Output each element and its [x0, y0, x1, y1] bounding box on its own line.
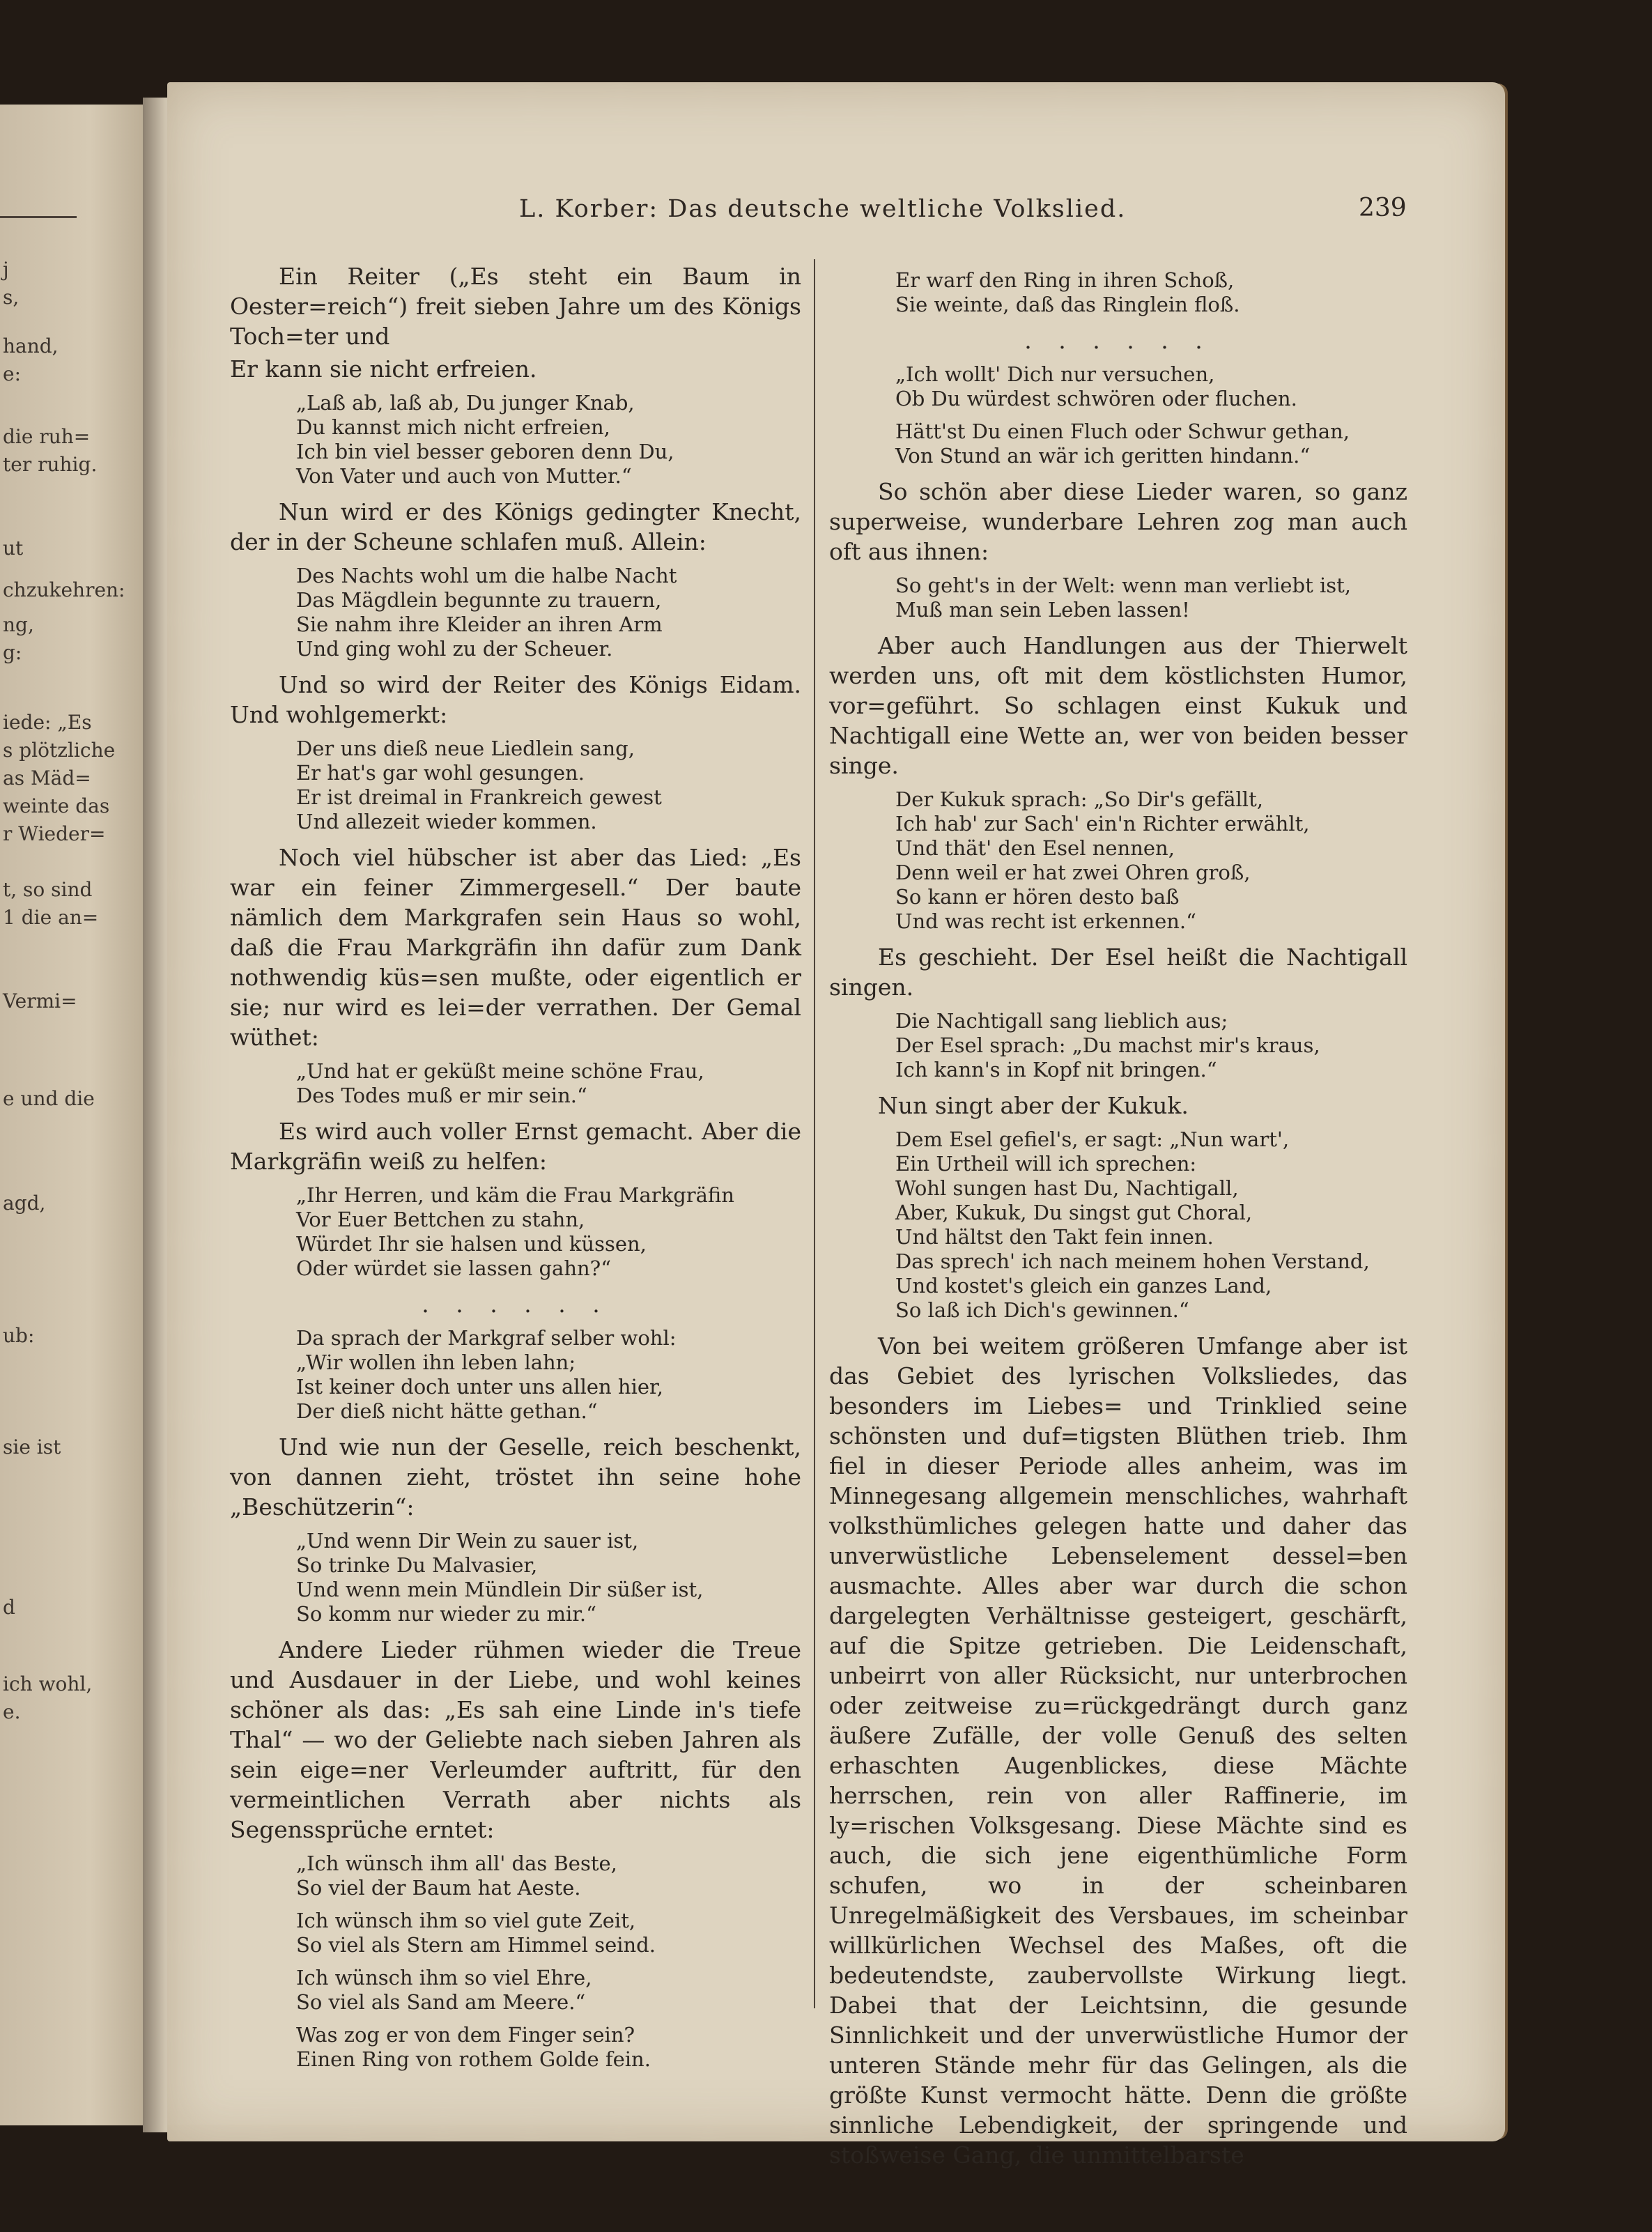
verse-line: Und wenn mein Mündlein Dir süßer ist,: [296, 1578, 704, 1601]
verse-block: [296, 2023, 801, 2072]
paragraph: Er kann sie nicht erfreien.: [230, 355, 537, 383]
left-page-fragment: ng,: [3, 613, 34, 636]
left-page-fragment: weinte das: [3, 794, 110, 817]
verse-line: So trinke Du Malvasier,: [296, 1553, 538, 1577]
left-page-fragment: ich wohl,: [3, 1672, 93, 1695]
verse-line: Sie weinte, daß das Ringlein floß.: [895, 293, 1240, 316]
verse-line: Und thät' den Esel nennen,: [895, 836, 1175, 860]
paragraph: Andere Lieder rühmen wieder die Treue und Ausdauer in der Liebe, und wohl keines schöner als das: „Es sah eine Linde in's tiefe Thal“ — wo der Geliebte nach sieben Jahren als sein eige=ner Verleumder auftritt, für den vermeintlichen Verrath aber nichts als Segenssprüche erntet:: [230, 1636, 801, 1843]
verse-block: [296, 1059, 801, 1108]
verse-block: [895, 268, 1407, 317]
verse-block: [895, 574, 1407, 622]
verse-line: Was zog er von dem Finger sein?: [296, 2023, 635, 2047]
left-page-fragment: ub:: [3, 1324, 35, 1347]
verse-line: Hätt'st Du einen Fluch oder Schwur gethan,: [895, 420, 1350, 443]
paragraph: Von bei weitem größeren Umfange aber ist das Gebiet des lyrischen Volksliedes, das besonders im Liebes= und Trinklied seine schönsten und duf=tigsten Blüthen trieb. Ihm fiel in dieser Periode alles anheim, was im Minnegesang allgemein menschliches, wahrhaft volksthümliches gelegen hatte und daher das unverwüstliche Lebenselement dessel=ben ausmachte. Alles aber war durch die schon dargelegten Verhältnisse gesteigert, geschärft, auf die Spitze getrieben. Die Leidenschaft, unbeirrt von aller Rücksicht, nur unterbrochen oder zeitweise zu=rückgedrängt durch ganz äußere Zufälle, der volle Genuß des selten erhaschten Augenblickes, diese Mächte herrschen, rein von aller Raffinerie, im ly=rischen Volksgesang. Diese Mächte sind es auch, die sich jene eigenthümliche Form schufen, wo in der scheinbaren Unregelmäßigkeit des Versbaues, im scheinbar willkürlichen Wechsel des Maßes, oft die bedeutendste, zaubervollste Wirkung liegt. Dabei that der Leichtsinn, die gesunde Sinnlichkeit und der unverwüstliche Humor der unteren Stände mehr für das Gelingen, als die größte Kunst vermocht hätte. Denn die größte sinnliche Lebendigkeit, der springende und stoßweise Gang, die unmittelbarste: [829, 1332, 1407, 2169]
verse-line: So kann er hören desto baß: [895, 885, 1180, 909]
left-page-fragment: t, so sind: [3, 878, 93, 901]
left-page-fragment: as Mäd=: [3, 767, 91, 790]
verse-line: „Ich wollt' Dich nur versuchen,: [895, 362, 1215, 386]
ellipsis-separator: . . . . . .: [422, 1291, 610, 1318]
left-page-fragment: s plötzliche: [3, 739, 116, 762]
left-page-fragment: g:: [3, 641, 22, 664]
left-page-fragment: e und die: [3, 1087, 95, 1110]
verse-line: So viel als Stern am Himmel seind.: [296, 1933, 656, 1957]
verse-line: Das sprech' ich nach meinem hohen Verstand,: [895, 1249, 1370, 1273]
left-page-fragment: ter ruhig.: [3, 453, 98, 476]
verse-line: Und ging wohl zu der Scheuer.: [296, 637, 613, 661]
paragraph: Aber auch Handlungen aus der Thierwelt werden uns, oft mit dem köstlichsten Humor, vor=geführt. So schlagen einst Kukuk und Nachtigall eine Wette an, wer von beiden besser singe.: [829, 632, 1407, 779]
left-page-fragment: agd,: [3, 1192, 46, 1215]
verse-block: [296, 391, 801, 488]
verse-line: Oder würdet sie lassen gahn?“: [296, 1256, 612, 1280]
paragraph: Und so wird der Reiter des Königs Eidam. Und wohlgemerkt:: [230, 671, 801, 728]
verse-line: Du kannst mich nicht erfreien,: [296, 415, 610, 439]
verse-line: Dem Esel gefiel's, er sagt: „Nun wart',: [895, 1127, 1290, 1151]
verse-line: „Wir wollen ihn leben lahn;: [296, 1350, 576, 1374]
verse-line: Das Mägdlein begunnte zu trauern,: [296, 588, 662, 612]
verse-line: Und kostet's gleich ein ganzes Land,: [895, 1274, 1272, 1298]
verse-line: So viel als Sand am Meere.“: [296, 1990, 586, 2014]
verse-line: Des Todes muß er mir sein.“: [296, 1084, 587, 1107]
paragraph: Es geschieht. Der Esel heißt die Nachtigall singen.: [829, 944, 1407, 1001]
verse-line: Aber, Kukuk, Du singst gut Choral,: [895, 1201, 1253, 1224]
verse-block: [296, 1529, 801, 1626]
verse-line: Ich bin viel besser geboren denn Du,: [296, 440, 674, 463]
paragraph: So schön aber diese Lieder waren, so ganz superweise, wunderbare Lehren zog man auch oft aus ihnen:: [829, 478, 1407, 565]
left-page-fragment: s,: [3, 286, 20, 309]
verse-line: So laß ich Dich's gewinnen.“: [895, 1298, 1189, 1322]
verse-line: So komm nur wieder zu mir.“: [296, 1602, 596, 1626]
right-text-column: [829, 261, 1407, 2173]
verse-line: Würdet Ihr sie halsen und küssen,: [296, 1232, 647, 1256]
paragraph: Es wird auch voller Ernst gemacht. Aber die Markgräfin weiß zu helfen:: [230, 1118, 801, 1175]
left-page-fragment: sie ist: [3, 1436, 61, 1459]
running-title: L. Korber: Das deutsche weltliche Volkslied.: [519, 195, 1127, 223]
verse-line: Und hältst den Takt fein innen.: [895, 1225, 1214, 1249]
paragraph: Noch viel hübscher ist aber das Lied: „Es war ein feiner Zimmergesell.“ Der baute nämlich dem Markgrafen sein Haus so wohl, daß die Frau Markgräfin ihn dafür zum Dank nothwendig küs=sen mußte, oder eigentlich er sie; nur wird es lei=der verrathen. Der Gemal wüthet:: [230, 844, 801, 1051]
left-page-fragment: e:: [3, 362, 22, 385]
left-page-fragment: Vermi=: [3, 990, 77, 1013]
page-number: 239: [1359, 194, 1407, 222]
verse-line: Der Esel sprach: „Du machst mir's kraus,: [895, 1033, 1320, 1057]
left-page-fragment: d: [3, 1596, 15, 1619]
verse-line: Vor Euer Bettchen zu stahn,: [296, 1208, 585, 1231]
left-page-fragment: die ruh=: [3, 425, 91, 448]
verse-line: Da sprach der Markgraf selber wohl:: [296, 1326, 677, 1350]
verse-line: Wohl sungen hast Du, Nachtigall,: [895, 1176, 1239, 1200]
left-page-fragment: ut: [3, 537, 24, 560]
verse-block: [895, 420, 1407, 468]
verse-line: „Ich wünsch ihm all' das Beste,: [296, 1852, 617, 1875]
verse-block: [296, 564, 801, 661]
verse-line: Ich hab' zur Sach' ein'n Richter erwählt,: [895, 812, 1310, 836]
verse-line: So viel der Baum hat Aeste.: [296, 1876, 581, 1900]
verse-block: [895, 362, 1407, 411]
verse-line: Und was recht ist erkennen.“: [895, 909, 1196, 933]
verse-line: Die Nachtigall sang lieblich aus;: [895, 1009, 1228, 1033]
left-page-fragment: r Wieder=: [3, 822, 106, 845]
verse-line: Der dieß nicht hätte gethan.“: [296, 1399, 598, 1423]
facing-left-page: [0, 105, 150, 2125]
column-divider: [814, 259, 815, 2008]
verse-block: [296, 737, 801, 834]
ellipsis-separator: . . . . . .: [1024, 327, 1212, 354]
left-page-fragment: 1 die an=: [3, 906, 99, 929]
verse-line: Und allezeit wieder kommen.: [296, 810, 597, 833]
left-page-fragment: j: [3, 258, 9, 281]
paragraph: Ein Reiter („Es steht ein Baum in Oester=reich“) freit sieben Jahre um des Königs Toch=ter und: [230, 263, 801, 350]
left-page-fragment: hand,: [3, 334, 59, 357]
verse-line: Ich wünsch ihm so viel Ehre,: [296, 1966, 592, 1989]
verse-line: Einen Ring von rothem Golde fein.: [296, 2047, 651, 2071]
left-page-fragment: iede: „Es: [3, 711, 92, 734]
verse-line: Ist keiner doch unter uns allen hier,: [296, 1375, 663, 1399]
verse-line: „Und wenn Dir Wein zu sauer ist,: [296, 1529, 639, 1553]
verse-line: „Ihr Herren, und käm die Frau Markgräfin: [296, 1183, 734, 1207]
verse-block: [296, 1852, 801, 1900]
verse-block: [296, 1909, 801, 1957]
verse-line: Des Nachts wohl um die halbe Nacht: [296, 564, 677, 587]
left-text-column: [230, 261, 801, 2080]
verse-line: Ob Du würdest schwören oder fluchen.: [895, 387, 1297, 410]
verse-block: [895, 1009, 1407, 1082]
verse-line: Der Kukuk sprach: „So Dir's gefällt,: [895, 787, 1263, 811]
verse-line: Ich kann's in Kopf nit bringen.“: [895, 1058, 1217, 1082]
verse-line: „Und hat er geküßt meine schöne Frau,: [296, 1059, 704, 1083]
verse-line: Er ist dreimal in Frankreich gewest: [296, 785, 662, 809]
verse-line: Von Vater und auch von Mutter.“: [296, 464, 632, 488]
verse-line: Sie nahm ihre Kleider an ihren Arm: [296, 613, 663, 636]
verse-line: „Laß ab, laß ab, Du junger Knab,: [296, 391, 635, 415]
verse-block: [895, 787, 1407, 934]
verse-line: Muß man sein Leben lassen!: [895, 598, 1190, 622]
verse-line: Ich wünsch ihm so viel gute Zeit,: [296, 1909, 636, 1932]
verse-line: Denn weil er hat zwei Ohren groß,: [895, 861, 1251, 884]
left-page-fragment: e.: [3, 1700, 21, 1723]
verse-block: [296, 1966, 801, 2015]
paragraph: Und wie nun der Geselle, reich beschenkt, von dannen zieht, tröstet ihn seine hohe „Beschützerin“:: [230, 1433, 801, 1521]
verse-block: [895, 1127, 1407, 1323]
paragraph: Nun singt aber der Kukuk.: [878, 1092, 1189, 1119]
verse-line: Er warf den Ring in ihren Schoß,: [895, 268, 1235, 292]
verse-line: So geht's in der Welt: wenn man verliebt ist,: [895, 574, 1352, 597]
verse-line: Ein Urtheil will ich sprechen:: [895, 1152, 1197, 1176]
verse-line: Der uns dieß neue Liedlein sang,: [296, 737, 635, 760]
verse-block: [296, 1183, 801, 1281]
verse-line: Er hat's gar wohl gesungen.: [296, 761, 585, 785]
verse-block: [296, 1326, 801, 1424]
left-page-rule: [0, 216, 77, 218]
verse-line: Von Stund an wär ich geritten hindann.“: [895, 444, 1311, 468]
paragraph: Nun wird er des Königs gedingter Knecht, der in der Scheune schlafen muß. Allein:: [230, 498, 801, 555]
left-page-fragment: chzukehren:: [3, 578, 125, 601]
